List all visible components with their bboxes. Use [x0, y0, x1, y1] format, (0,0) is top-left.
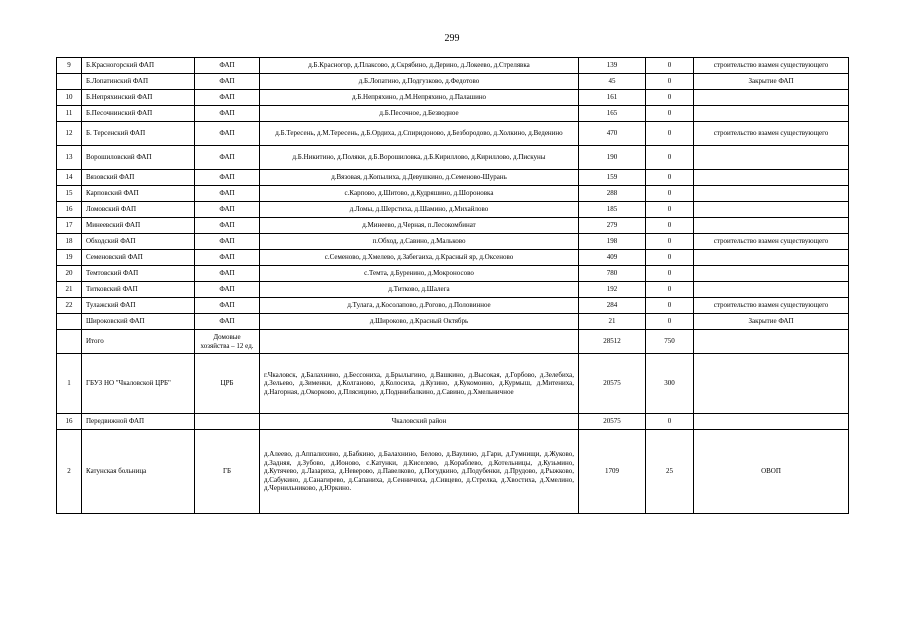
note-cell — [694, 266, 849, 282]
served-villages-cell: д.Тулага, д.Косолапово, д.Рогово, д.Половинное — [260, 298, 579, 314]
note-cell: Закрытие ФАП — [694, 74, 849, 90]
note-cell: ОВОП — [694, 430, 849, 514]
facility-name-cell: Темтовский ФАП — [82, 266, 195, 282]
facility-type-cell: ФАП — [195, 202, 260, 218]
served-villages-cell: д.Б.Никитино, д.Поляки, д.Б.Ворошиловка, д.Б.Кириллово, д.Кириллово, д.Пискуны — [260, 146, 579, 170]
served-villages-cell: с.Темта, д.Буренино, д.Мокроносово — [260, 266, 579, 282]
served-villages-cell: д.Б.Лопатино, д.Подгузково, д.Федотово — [260, 74, 579, 90]
note-cell: строительство взамен существующего — [694, 122, 849, 146]
population-cell: 780 — [579, 266, 646, 282]
row-number-cell: 2 — [57, 430, 82, 514]
population-cell: 470 — [579, 122, 646, 146]
table-row — [57, 234, 849, 250]
facility-name-cell: ГБУЗ НО "Чкаловской ЦРБ" — [82, 354, 195, 414]
facility-name-cell: Б.Непряхинский ФАП — [82, 90, 195, 106]
note-cell — [694, 202, 849, 218]
note-cell: строительство взамен существующего — [694, 234, 849, 250]
facility-type-cell: ФАП — [195, 250, 260, 266]
bed-count-cell: 0 — [646, 282, 694, 298]
served-villages-cell: Чкаловский район — [260, 414, 579, 430]
facility-type-cell: Домовые хозяйства – 12 ед. — [195, 330, 260, 354]
served-villages-cell: д.Алеево, д.Аппалихино, д.Бабкино, д.Балахнино, Белово, д.Ваулино, д.Гари, д.Гумнищи, д.Жуково, д.Задняя, д.Зубово, д.Ионово, с.Катунки, д.Киселево, д.Кораблево, д.Котельницы, д.Кузьмино, д.Кутячево, д.Лазариха, д.Неверово, д.Павелково, д.Погудкино, д.Подубенки, д.Прудово, д.Рыжково, д.Сабукино, д.Санагирево, д.Сапаниха, д.Сенничиха, д.Сивцево, д.Стрелка, д.Хвостиха, д.Хмелино, д.Чернильниково, д.Юркино. — [260, 430, 579, 514]
note-cell: строительство взамен существующего — [694, 298, 849, 314]
row-number-cell: 15 — [57, 186, 82, 202]
bed-count-cell: 0 — [646, 122, 694, 146]
facilities-table — [56, 57, 849, 514]
table-row — [57, 354, 849, 414]
population-cell: 45 — [579, 74, 646, 90]
row-number-cell: 16 — [57, 414, 82, 430]
table-row — [57, 90, 849, 106]
facility-name-cell: Семеновский ФАП — [82, 250, 195, 266]
facility-type-cell: ФАП — [195, 58, 260, 74]
population-cell: 21 — [579, 314, 646, 330]
table-row — [57, 430, 849, 514]
facility-name-cell: Б.Красногорский ФАП — [82, 58, 195, 74]
note-cell — [694, 414, 849, 430]
served-villages-cell: д.Ломы, д.Шерстиха, д.Шамино, д.Михайлово — [260, 202, 579, 218]
page-number: 299 — [444, 33, 460, 44]
population-cell: 165 — [579, 106, 646, 122]
facility-type-cell: ФАП — [195, 122, 260, 146]
population-cell: 185 — [579, 202, 646, 218]
facility-name-cell: Передвижной ФАП — [82, 414, 195, 430]
facility-name-cell: Катунская больница — [82, 430, 195, 514]
served-villages-cell: д.Б.Тересень, д.М.Тересень, д.Б.Ордиха, д.Спиридоново, д.Безбородово, д.Холкино, д.Веденино — [260, 122, 579, 146]
facility-type-cell: ФАП — [195, 186, 260, 202]
facility-type-cell: ФАП — [195, 74, 260, 90]
bed-count-cell: 0 — [646, 266, 694, 282]
served-villages-cell: с.Карпово, д.Шитово, д.Кудряшино, д.Шороновка — [260, 186, 579, 202]
table-row — [57, 250, 849, 266]
table-row — [57, 314, 849, 330]
facility-name-cell: Б.Песочнинский ФАП — [82, 106, 195, 122]
table-row — [57, 74, 849, 90]
table-row — [57, 414, 849, 430]
population-cell: 279 — [579, 218, 646, 234]
note-cell: Закрытие ФАП — [694, 314, 849, 330]
note-cell — [694, 330, 849, 354]
population-cell: 192 — [579, 282, 646, 298]
served-villages-cell: д.Минеево, д.Черная, п.Лесокомбинат — [260, 218, 579, 234]
population-cell: 409 — [579, 250, 646, 266]
table-row — [57, 146, 849, 170]
row-number-cell: 12 — [57, 122, 82, 146]
facility-name-cell: Итого — [82, 330, 195, 354]
facility-name-cell: Тулажский ФАП — [82, 298, 195, 314]
bed-count-cell: 0 — [646, 234, 694, 250]
table-row — [57, 282, 849, 298]
served-villages-cell — [260, 330, 579, 354]
bed-count-cell: 0 — [646, 74, 694, 90]
row-number-cell: 17 — [57, 218, 82, 234]
bed-count-cell: 0 — [646, 90, 694, 106]
table-row — [57, 298, 849, 314]
population-cell: 20575 — [579, 414, 646, 430]
table-row — [57, 186, 849, 202]
facility-name-cell: Б.Лопатинский ФАП — [82, 74, 195, 90]
population-cell: 20575 — [579, 354, 646, 414]
facility-type-cell: ФАП — [195, 234, 260, 250]
bed-count-cell: 0 — [646, 202, 694, 218]
facility-name-cell: Б. Терсенский ФАП — [82, 122, 195, 146]
facility-name-cell: Широковский ФАП — [82, 314, 195, 330]
row-number-cell: 11 — [57, 106, 82, 122]
bed-count-cell: 0 — [646, 106, 694, 122]
served-villages-cell: д.Вязовая, д.Копылиха, д.Девушкино, д.Семеново-Шурань — [260, 170, 579, 186]
bed-count-cell: 25 — [646, 430, 694, 514]
note-cell — [694, 146, 849, 170]
row-number-cell: 9 — [57, 58, 82, 74]
served-villages-cell: п.Обход, д.Савино, д.Мальково — [260, 234, 579, 250]
facility-type-cell: ФАП — [195, 266, 260, 282]
table-row — [57, 266, 849, 282]
facility-type-cell: ФАП — [195, 218, 260, 234]
facility-name-cell: Ворошиловский ФАП — [82, 146, 195, 170]
bed-count-cell: 750 — [646, 330, 694, 354]
note-cell — [694, 90, 849, 106]
note-cell — [694, 218, 849, 234]
table-row — [57, 218, 849, 234]
table-row — [57, 170, 849, 186]
facility-name-cell: Обходский ФАП — [82, 234, 195, 250]
served-villages-cell: с.Семеново, д.Хмелево, д.Забегаиха, д.Красный яр, д.Оксеново — [260, 250, 579, 266]
facility-type-cell: ФАП — [195, 170, 260, 186]
facility-type-cell: ФАП — [195, 314, 260, 330]
row-number-cell: 10 — [57, 90, 82, 106]
row-number-cell: 20 — [57, 266, 82, 282]
population-cell: 288 — [579, 186, 646, 202]
table-row — [57, 202, 849, 218]
bed-count-cell: 0 — [646, 250, 694, 266]
facility-name-cell: Титковский ФАП — [82, 282, 195, 298]
facility-type-cell: ГБ — [195, 430, 260, 514]
bed-count-cell: 0 — [646, 146, 694, 170]
note-cell — [694, 282, 849, 298]
row-number-cell: 19 — [57, 250, 82, 266]
facility-type-cell: ФАП — [195, 146, 260, 170]
population-cell: 284 — [579, 298, 646, 314]
bed-count-cell: 0 — [646, 414, 694, 430]
note-cell — [694, 354, 849, 414]
served-villages-cell: д.Б.Песочное, д.Безводное — [260, 106, 579, 122]
bed-count-cell: 300 — [646, 354, 694, 414]
table-row — [57, 122, 849, 146]
row-number-cell: 13 — [57, 146, 82, 170]
served-villages-cell: г.Чкаловск, д.Балахнино, д.Бессониха, д.Брылыгино, д.Вашкино, д.Высокая, д.Горбово, д.Зелебиха, д.Зельево, д.Зименки, д.Колганово, д.Колосиха, д.Кузино, д.Кукомоино, д.Курмыш, д.Митениха, д.Нагорная, д.Окорково, д.Плясицино, д.Подннибалкино, д.Савино, д.Хмельничное — [260, 354, 579, 414]
facility-name-cell: Ломовский ФАП — [82, 202, 195, 218]
facility-type-cell — [195, 414, 260, 430]
served-villages-cell: д.Б.Непряхино, д.М.Непряхино, д.Палашино — [260, 90, 579, 106]
table-row — [57, 106, 849, 122]
facility-type-cell: ЦРБ — [195, 354, 260, 414]
row-number-cell: 18 — [57, 234, 82, 250]
row-number-cell — [57, 314, 82, 330]
served-villages-cell: д.Титково, д.Шалега — [260, 282, 579, 298]
served-villages-cell: д.Б.Красногор, д.Плаксово, д.Скрябино, д.Дерино, д.Локеево, д.Стрелявка — [260, 58, 579, 74]
table-row — [57, 58, 849, 74]
row-number-cell: 16 — [57, 202, 82, 218]
facility-type-cell: ФАП — [195, 106, 260, 122]
note-cell: строительство взамен существующего — [694, 58, 849, 74]
note-cell — [694, 250, 849, 266]
population-cell: 28512 — [579, 330, 646, 354]
note-cell — [694, 106, 849, 122]
population-cell: 139 — [579, 58, 646, 74]
row-number-cell: 1 — [57, 354, 82, 414]
facility-name-cell: Вязовский ФАП — [82, 170, 195, 186]
population-cell: 198 — [579, 234, 646, 250]
note-cell — [694, 170, 849, 186]
facility-type-cell: ФАП — [195, 90, 260, 106]
row-number-cell: 22 — [57, 298, 82, 314]
facility-name-cell: Карповский ФАП — [82, 186, 195, 202]
facility-name-cell: Минеевский ФАП — [82, 218, 195, 234]
population-cell: 159 — [579, 170, 646, 186]
note-cell — [694, 186, 849, 202]
row-number-cell — [57, 330, 82, 354]
row-number-cell: 21 — [57, 282, 82, 298]
bed-count-cell: 0 — [646, 170, 694, 186]
row-number-cell — [57, 74, 82, 90]
facility-type-cell: ФАП — [195, 298, 260, 314]
population-cell: 190 — [579, 146, 646, 170]
population-cell: 161 — [579, 90, 646, 106]
population-cell: 1709 — [579, 430, 646, 514]
facility-type-cell: ФАП — [195, 282, 260, 298]
bed-count-cell: 0 — [646, 186, 694, 202]
bed-count-cell: 0 — [646, 314, 694, 330]
served-villages-cell: д.Широково, д.Красный Октябрь — [260, 314, 579, 330]
row-number-cell: 14 — [57, 170, 82, 186]
table-row — [57, 330, 849, 354]
bed-count-cell: 0 — [646, 218, 694, 234]
bed-count-cell: 0 — [646, 298, 694, 314]
bed-count-cell: 0 — [646, 58, 694, 74]
